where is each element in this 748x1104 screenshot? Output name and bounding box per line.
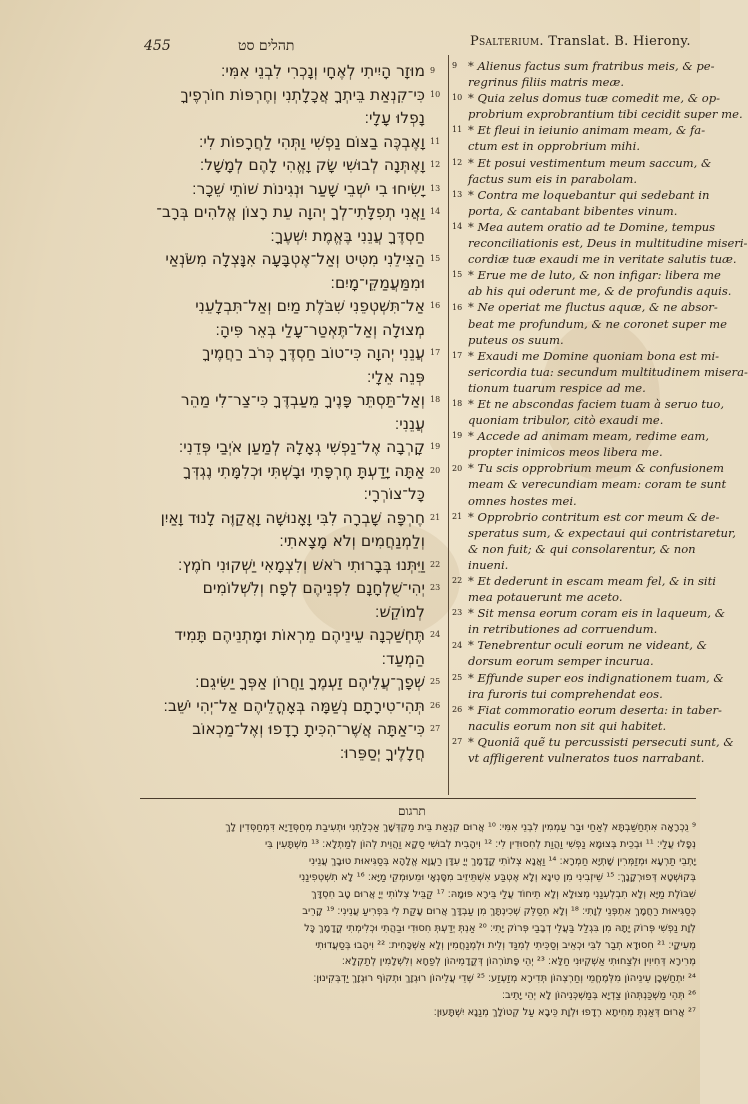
hebrew-text-line: נָפְלוּ עָלָי׃ [364,109,425,127]
latin-text-line: * Exaudi me Domine quoniam bona est mi- [468,348,720,363]
latin-verse-number: 13 [452,189,463,199]
latin-verse-number: 16 [452,302,463,312]
latin-text-line: propter inimicos meos libera me. [468,445,663,460]
column-divider [448,55,449,795]
hebrew-text-line: הַמְעַד׃ [381,649,425,668]
hebrew-text-line: וָאֶתְּנָה לְבוּשִׁי שָׂק וָאֱהִי לָהֶם לְמָשָׁל׃ [199,156,425,174]
latin-text-line: factus sum eis in parabolam. [468,171,638,186]
targum-text-line: יָתְבֵי תַרְעָא וּמְזַמְּרִין שָׁתְיָא חַמְרָא׃ ¹⁴ וַאֲנָא צְלוֹתִי קֳדָמָךְ יְיָ עִדָּן רַעֲוָא אֱלָהָא בְּסַגִּיאוּת טוּבָךְ עֲנֵינִי [308,855,696,867]
hebrew-text-line: חֶרְפָּה שָׁבְרָה לִבִּי וָאָנוּשָׁה וָאֲקַוֶּה לָנוּד וָאַיִן [160,508,425,527]
latin-text-line: dorsum eorum semper incurua. [468,654,654,669]
latin-verse-number: 26 [452,705,463,714]
hebrew-text-line: וָאֶבְכֶּה בַצּוֹם נַפְשִׁי וַתְּהִי לַחֲרָפוֹת לִי׃ [198,132,425,151]
hebrew-text-line: לְמוֹקֵשׁ׃ [374,602,425,621]
latin-text-line: * Accede ad animam meam, redime eam, [468,429,710,444]
latin-text-line: cordiæ tuæ exaudi me in veritate salutis tuæ. [468,252,737,267]
hebrew-text-line: שְׁפָךְ־עֲלֵיהֶם זַעְמֶךָ וַחֲרוֹן אַפְּךָ יַשִּׂיגֵם׃ [195,673,425,691]
hebrew-verse-number: 15 [430,254,441,263]
latin-text-line: * Ne operiat me fluctus aquæ, & ne absor- [468,300,718,315]
latin-text-line: * Alienus factus sum fratribus meis, & pe- [468,59,715,73]
hebrew-verse-number: 16 [430,301,441,310]
hebrew-text-line: יָשִׂיחוּ בִי יֹשְׁבֵי שָׁעַר וּנְגִינוֹת שׁוֹתֵי שֵׁכָר׃ [192,179,425,198]
latin-text-line: mea potauerunt me aceto. [468,590,623,605]
hebrew-text-line: תְּהִי־טִירָתָם נְשַׁמָּה בְּאָהֳלֵיהֶם אַל־יְהִי יֹשֵׁב׃ [163,696,425,715]
hebrew-text-line: אַל־תִּשְׁטְפֵנִי שִׁבֹּלֶת מַיִם וְאַל־תִּבְלָעֵנִי [195,297,425,315]
hebrew-text-line: וְלַמְנַחֲמִים וְלֹא מָצָאתִי׃ [279,532,425,550]
hebrew-verse-number: 20 [430,465,441,475]
latin-text-line: naculis eorum non sit qui habitet. [468,718,667,733]
hebrew-text-line: כָּל־צוֹרְרָי׃ [363,485,425,503]
latin-text-line: & non fuit; & qui consolarentur, & non [468,541,696,556]
hebrew-text-line: וְאַל־תַּסְתֵּר פָּנֶיךָ מֵעַבְדֶּךָ כִּי־צַר־לִי מַהֵר [180,391,425,409]
hebrew-text-line: הַצִּילֵנִי מִטִּיט וְאַל־אֶטְבָּעָה אִנָּצְלָה מִשֹּׂנְאַי [165,250,425,268]
latin-verse-number: 9 [452,61,458,70]
latin-text-line: * Opprobrio contritum est cor meum & de- [468,509,720,524]
hebrew-text-line: מְצוּלָה וְאַל־תֶּאְטַר־עָלַי בְּאֵר פִּיהָ׃ [215,320,425,339]
hebrew-text-line: תֶּחְשַׁכְנָה עֵינֵיהֶם מֵרְאוֹת וּמָתְנֵיהֶם תָּמִיד [174,626,425,644]
hebrew-verse-number: 17 [430,348,441,357]
latin-text-line: quoniam tribulor, citò exaudi me. [468,413,664,428]
latin-text-line: inueni. [468,557,509,572]
latin-text-line: speratus sum, & expectaui qui contristaretur, [468,525,736,540]
latin-text-line: * Et dederunt in escam meam fel, & in siti [468,574,716,588]
targum-text-line: שִׁבּוֹלֶת מַיָּא וְלָא תִבְלְעִנַנִי מְצוּלָא וְלָא תֵיחוֹד עֲלַי בֵּירָא פּוּמָהּ׃ ¹⁷ קַבֵּיל צְלוֹתִי יְיָ אֲרוּם טָב חִסְדָּךְ [311,889,696,901]
latin-verse-number: 23 [452,608,463,618]
targum-text-line: בְּקוּשְׁטָא דְּפוּרְקָנָךְ׃ ¹⁵ שֵׁיזְבִינִי מִן טִינָא וְלָא אֶטְבַּע אִשְׁתֵּיזֵיב מִסָּנְאָי וּמֵעוּמְקֵי מַיָּא׃ ¹⁶ לָא תִשְׁטְפִינַנִי [299,872,696,884]
latin-verse-number: 19 [452,431,463,441]
targum-text-block [140,820,696,1022]
hebrew-text-line: עֲנֵנִי׃ [394,414,425,433]
latin-text-line: regrinus filiis matris meæ. [468,75,625,90]
targum-text-line: ²⁶ תְּהֵי מַשְׁכַּנְתְּהוֹן צַדְיָא בְּמַשְׁכְּנֵיהוֹן לָא יְהֵי יָתֵיב׃ [502,989,696,1001]
latin-verse-number: 17 [452,350,463,360]
latin-text-line: puteus os suum. [468,332,564,347]
latin-running-head-title: Psalterium. [470,34,544,49]
targum-text-line: ²⁴ יִתְחַשְּׁכָן עֵינֵיהוֹן מִלְּמֶחֱמֵי וְחַרְצְהוֹן תְּדִירָא מְזַעְזַע׃ ²⁵ שְׁדֵי עֲלֵיהוֹן רוּגְזָךְ וּתְקוֹף רוּגְזָךְ יַדְבְּקִינוּן׃ [313,973,696,985]
latin-running-head-rest: Translat. B. Hierony. [543,34,691,49]
latin-verse-number: 18 [452,399,463,409]
hebrew-text-line: וּמִמַּעֲמַקֵּי־מָיִם׃ [330,273,425,292]
latin-text-line: omnes hostes mei. [468,493,577,508]
hebrew-text-line: חֲלָלֶיךָ יְסַפֵּרוּ׃ [339,743,425,762]
latin-text-line: ab his qui oderunt me, & de profundis aquis. [468,284,732,299]
hebrew-text-line: וַיִּתְּנוּ בְּבָרוּתִי רֹאשׁ וְלִצְמָאִי יַשְׁקוּנִי חֹמֶץ׃ [177,555,425,574]
latin-verse-number: 25 [452,672,463,682]
hebrew-text-line: וַאֲנִי תְפִלָּתִי־לְךָ יְהוָה עֵת רָצוֹן אֱלֹהִים בְּרָב־ [156,203,425,221]
latin-text-line: * Quia zelus domus tuæ comedit me, & op- [468,91,721,106]
hebrew-text-line: כִּי־אַתָּה אֲשֶׁר־הִכִּיתָ רָדָפוּ וְאֶל־מַכְאוֹב [192,720,425,738]
latin-text-line: ira furoris tui comprehendat eos. [468,686,663,701]
hebrew-verse-number: 26 [430,700,441,710]
latin-text-line: vt affligerent vulneratos tuos narrabant. [468,751,705,766]
latin-text-line: ctum est in opprobrium mihi. [468,139,641,154]
latin-text-column [468,58,748,766]
hebrew-text-line: פְּנֵה אֵלָי׃ [366,367,425,386]
latin-text-line: tionum tuarum respice ad me. [468,380,646,395]
hebrew-text-line: מוּזָר הָיִיתִי לְאֶחָי וְנָכְרִי לִבְנֵי אִמִּי׃ [220,62,425,80]
hebrew-verse-number: 19 [430,442,441,451]
hebrew-verse-number: 25 [430,677,441,686]
latin-text-line: porta, & cantabant bibentes vinum. [468,203,678,218]
hebrew-text-line: כִּי־קִנְאַת בֵּיתְךָ אֲכָלָתְנִי וְחֶרְפּוֹת חוֹרְפֶיךָ [180,85,425,104]
targum-text-line: כְּסַגִּיאוּת רַחֲמָךְ אִתְפְּנֵי לְוָתִי׃ ¹⁸ וְלָא תְסַלֵּק שְׁכִינְתָּךְ מִן עַבְדָּךְ אֲרוּם עָקַת לִי בִּפְרִיעַ עֲנֵינִי׃ ¹⁹ קָרֵיב [302,905,696,917]
latin-verse-number: 12 [452,157,463,167]
latin-text-line: * Sit mensa eorum coram eis in laqueum, & [468,606,726,621]
latin-verse-number: 24 [452,640,463,650]
hebrew-verse-number: 14 [430,207,441,216]
latin-text-line: beat me profundum, & ne coronet super me [468,316,727,331]
latin-verse-number: 27 [452,737,463,747]
latin-text-line: * Fiat commoratio eorum deserta: in taber- [468,702,722,717]
targum-text-line: לְוָת נַפְשִׁי פְּרוֹק יָתָהּ מִן בִּגְלַל בַּעֲלֵי דְבָבַי פְּרוֹק יָתִי׃ ²⁰ אַנְתְּ יְדַעְתְּ חִסוּדִי וּבַהֲתִי וּכְלִימְתִי קֳדָמָךְ כָּל [304,922,696,934]
hebrew-text-line: קָרְבָה אֶל־נַפְשִׁי גְאָלָהּ לְמַעַן אֹיְבַי פְּדֵנִי׃ [178,438,425,456]
hebrew-verse-number: 12 [430,160,441,169]
latin-verse-number: 10 [452,93,463,103]
latin-verse-number: 15 [452,270,463,280]
latin-text-line: * Et posui vestimentum meum saccum, & [468,155,712,170]
hebrew-text-line: חַסְדֶּךָ עֲנֵנִי בֶּאֱמֶת יִשְׁעֶךָ׃ [270,226,425,245]
targum-rule [140,798,696,799]
latin-text-line: reconciliationis est, Deus in multitudine miseri- [468,236,748,251]
latin-text-line: * Mea autem oratio ad te Domine, tempus [468,219,716,234]
latin-text-line: sericordia tua: secundum multitudinem misera- [468,364,748,379]
hebrew-verse-number: 11 [430,136,441,146]
latin-text-line: * Erue me de luto, & non infigar: libera me [468,268,721,283]
latin-text-line: * Tenebrentur oculi eorum ne videant, & [468,638,708,653]
latin-text-line: * Effunde super eos indignationem tuam, & [468,670,724,685]
targum-text-line: ²⁷ אֲרוּם דְּאַנְתְּ מְחִיתָא רְדָפוּ וּלְוָת כֵּיבָא עַל קְטוֹלָךְ מְנַנָא יִשְׁתָּעוּן׃ [433,1006,696,1018]
latin-verse-number: 20 [452,463,463,473]
latin-text-line: * Quoniã quẽ tu percussisti persecuti sunt, & [468,734,734,749]
hebrew-running-head: תהלים סט [238,38,295,54]
hebrew-verse-number: 27 [430,724,441,733]
hebrew-text-line: עֲנֵנִי יְהוָה כִּי־טוֹב חַסְדֶּךָ כְּרֹב רַחֲמֶיךָ [202,344,425,362]
latin-text-line: * Et fleui in ieiunio animam meam, & fa- [468,123,706,138]
hebrew-verse-number: 24 [430,630,441,639]
latin-verse-number: 22 [452,576,463,586]
latin-text-line: in retributiones ad corruendum. [468,622,658,637]
latin-text-line: * Et ne abscondas faciem tuam à seruo tuo, [468,396,725,411]
targum-text-line: מְעִיקָי׃ ²¹ חִסוּדָא תְבַר לִבִּי וּכְאֵיב וְסַכֵּיתִי לְמִנַּד וְלֵית וּלְמְנַחֲמִין וְלָא אַשְׁכָּחִית׃ ²² וִיהָבוּ בְּסַעֲדוּתִי [315,939,696,951]
hebrew-verse-number: 23 [430,583,441,592]
targum-text-line: ⁹ נֻכְרָאָה אִתְחַשַּׁבְתָּא לְאַחַי וּבַר עַמְמִין לִבְנֵי אִמִּי׃ ¹⁰ אֲרוּם קִנְאַת בֵּית מַקְדְּשָׁךְ אַכְלַתְנִי וּתְעִיבַת מְחַסְּדַיָא דִּמְחַסְּדִין לָךְ [225,822,696,833]
hebrew-verse-number: 22 [430,559,441,569]
latin-text-line: probrium exprobrantium tibi cecidit super me. [468,107,743,122]
latin-text-line: * Tu scis opprobrium meum & confusionem [468,461,724,476]
latin-verse-number: 14 [452,222,463,231]
hebrew-verse-number: 13 [430,183,441,193]
targum-text-line: נְפָלוּ עֲלַי׃ ¹¹ וּבְכֵית בְּצוּמָא נַפְשִׁי וַהֲוַת לְחִסוּדִין לִי׃ ¹² וִיהָבִית לְבוּשִׁי סַקָא וַהֲוֵית לְהוֹן לְמַתְלָא׃ ¹³ מִשְׁתָּעִין בִּי [264,838,696,850]
latin-running-head [470,34,691,49]
hebrew-verse-number: 18 [430,395,441,404]
latin-text-line: meam & verecundiam meam: coram te sunt [468,477,727,492]
hebrew-text-column [140,60,425,765]
targum-text-line: מְרִירָא דְּחִיוִין וּלְצַחוּתִי אַשְׁקְיוּנִי חַלָּא׃ ²³ יְהֵי פָּתוֹרְהוֹן דְּקֳדָמֵיהוֹן לְפַחָא וְלִשְׁלָמִין לְתַקְלָא׃ [341,956,696,968]
targum-heading: תרגום [398,804,426,818]
hebrew-text-line: יְהִי־שֻׁלְחָנָם לִפְנֵיהֶם לְפָח וְלִשְׁלוֹמִים [202,579,425,597]
page-number: 455 [144,38,171,54]
latin-verse-number: 21 [452,511,463,521]
latin-text-line: * Contra me loquebantur qui sedebant in [468,187,710,202]
hebrew-text-line: אַתָּה יָדַעְתָּ חֶרְפָּתִי וּבָשְׁתִּי וּכְלִמָּתִי נֶגְדְּךָ [182,461,425,480]
hebrew-verse-number: 9 [430,66,436,75]
hebrew-verse-number: 21 [430,512,441,522]
latin-verse-number: 11 [452,125,463,135]
hebrew-verse-number: 10 [430,89,441,99]
